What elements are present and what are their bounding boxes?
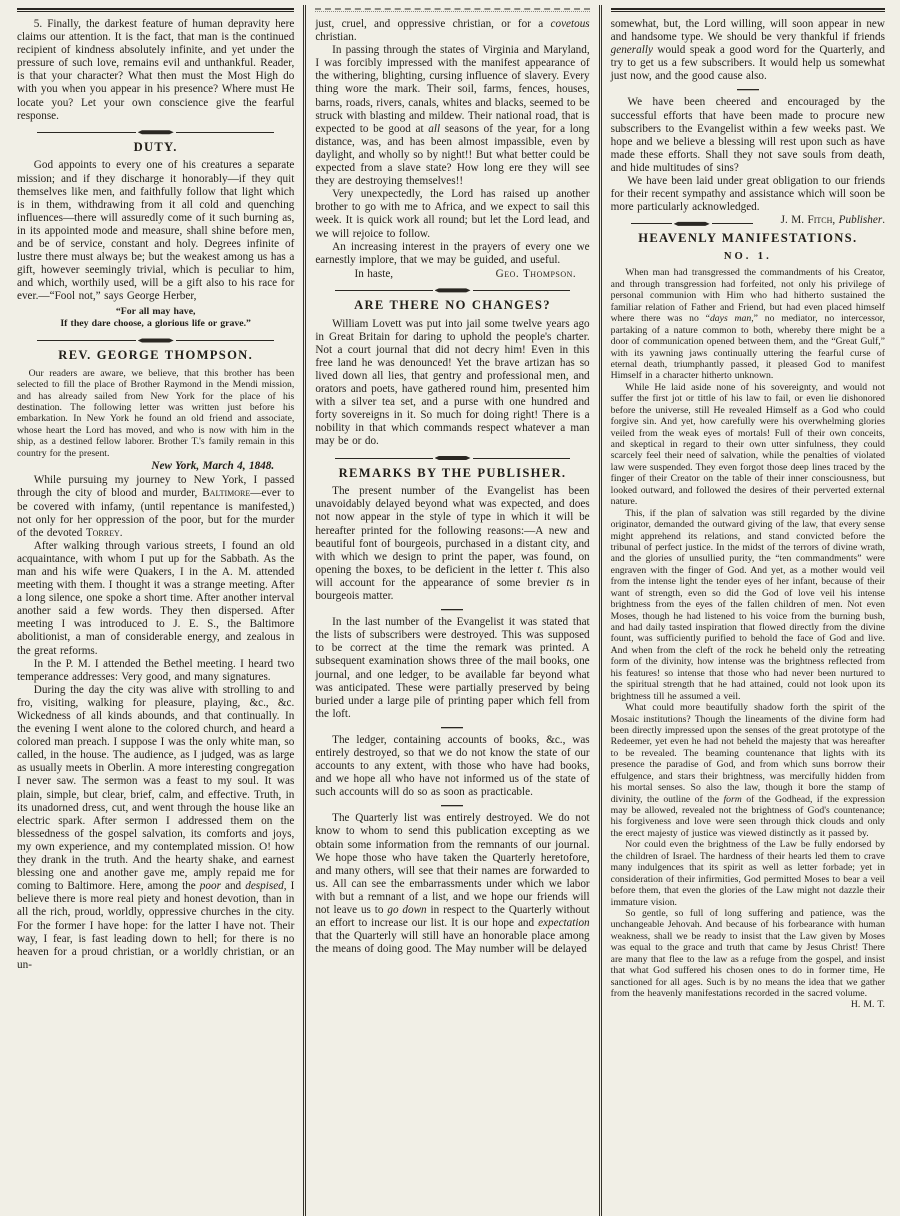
verse-line: If they dare choose, a glorious life or grave.” xyxy=(60,318,251,330)
article-paragraph: The ledger, containing accounts of books, &c., was entirely destroyed, so that we do not know the state of our accounts to any extent, with those who have had books, and we hope all who have not informed us of the state of such accounts will do so as soon as practicable. xyxy=(315,733,590,799)
diamond-ornament xyxy=(138,338,174,343)
diamond-ornament xyxy=(435,288,471,293)
column-top-rule xyxy=(611,8,885,12)
section-divider xyxy=(631,220,753,227)
article-paragraph: After walking through various streets, I found an old acquaintance, with whom I put up for the Sabbath. As the man and his wife were Quakers, I in the A. M. attended meeting with them. I thought it was a strange meeting. After a long silence, one spoke a short time. After another interval another said a few words. They then dispersed. After meeting I was introduced to J. E. S., the Baltimore abolitionist, a man of considerable energy, and zealous in the great reforms. xyxy=(17,539,295,657)
article-subheading: NO. 1. xyxy=(723,251,772,263)
article-paragraph: During the day the city was alive with strolling to and fro, visiting, walking for pleasure, playing, &c., &c. Wickedness of all kinds abounds, and that continually. In the evening I went alone to the colored church, and heard a colored man preach. I suppose I was the only white man, so called, in the house. The audience, as I judged, was as large as usually meets in Oberlin. A more interesting congregation I never saw. The sermon was a feast to my soul. It was plain, simple, but clear, brief, calm, and effective. Truth, in its unadorned dress, cut, and went through the house like an electric spark. After sermon I addressed them on the blessedness of the gospel salvation, its comforts and joys, my own experience, and my contemplated mission. O! how they drank in the truth. And the hearty shake, and earnest blessing one and another gave me, amply repaid me for coming to Baltimore. Here, among the poor and despised, I believe there is more real piety and honest devotion, than in all the rich, proud, worldly, oppressive churches in the city. For the former I have hope: for the latter I have not. Their way, I fear, is fast leading down to hell; for there is no heaven for a proud christian, or a worldly christian, or an un- xyxy=(17,683,295,971)
dash-divider xyxy=(737,89,759,91)
divider-rule xyxy=(335,458,432,459)
divider-rule xyxy=(473,290,570,291)
dateline: New York, March 4, 1848. xyxy=(151,460,275,473)
article-paragraph: God appoints to every one of his creatures a separate mission; and if they discharge it honorably—if they quit themselves like men, and faithfully follow that light which is in them, withdrawing from it all cold and quenching influences—there will assuredly come of it such burning as, in its appointed mode and measure, shall shine before men, and be of service, constant and holy. Degrees infinite of lustre there must always be; but the weakest among us has a gift, however seemingly trivial, which is peculiar to him, and which, worthily used, will be a gift also to his race for ever.—“Fool not,” says George Herber, xyxy=(17,159,295,303)
column-right xyxy=(599,5,894,1216)
article-heading: HEAVENLY MANIFESTATIONS. xyxy=(638,231,858,246)
section-divider xyxy=(335,455,569,462)
section-divider xyxy=(335,287,569,294)
article-paragraph: An increasing interest in the prayers of every one we earnestly implore, that we may be guided, and useful. xyxy=(315,240,590,266)
signature-name: H. M. T. xyxy=(850,999,885,1011)
article-paragraph: When man had transgressed the commandments of his Creator, and through transgression had forfeited, not only his privilege of personal communion with Him who had hitherto sustained the familiar relation of Father and Friend, but had even placed himself where there was no “days man,” no mediator, no intercessor, partaking of a nature common to both, whereby there might be a door of communication opened between them, and the “Great Gulf,” with its yawning jaws continually uttering the fearful curse of eternal death, triumphantly passed, it pleased God to manifest Himself in a character hitherto unknown. xyxy=(610,267,885,382)
diamond-ornament xyxy=(674,221,710,226)
article-paragraph: So gentle, so full of long suffering and patience, was the unchangeable Jehovah. And because of his forbearance with human weakness, shall we be ready to insist that the Law given by Moses was equal to the grace and truth that came by Jesus Christ! There are many that flee to the law as a refuge from the gospel, and insist that what God suffered his chosen ones to do in former time, He sanctioned for all ages. Such is by no means the idea that we gather from the heavenly manifestations recorded in the sacred volume. H. M. T. xyxy=(610,907,885,1011)
divider-rule xyxy=(712,223,753,224)
article-heading: REMARKS BY THE PUBLISHER. xyxy=(338,465,567,480)
signature-name: J. M. Fitch, Publisher. xyxy=(780,214,885,227)
column-top-rule xyxy=(315,8,589,12)
signature-name: Geo. Thompson. xyxy=(495,267,577,280)
article-paragraph: In the P. M. I attended the Bethel meeting. I heard two temperance addresses: Very good, and many signatures. xyxy=(17,657,295,683)
section-divider xyxy=(37,129,274,136)
column-middle xyxy=(303,5,598,1216)
article-paragraph: This, if the plan of salvation was still regarded by the divine originator, demanded the outward giving of the law, that every sense might apprehend its relations, and stand convicted before the tribunal of perfect justice. In the midst of the terrors of divine wrath, and the glories of unsullied purity, the “ten commandments” were engraven with the finger of God. And yet, as a mother would veil from the intense light the tender eyes of her infant, because of their want of strength, even so did the God of love veil his intense brightness from the eyes of the fallen children of men. Not even Moses, though he had listened to his voice from the burning bush, and had daily tasted inspiration that flowed directly from the divine fount, was sufficiently purified to behold the face of God and live. And when from the cleft of the rock he beheld only the retreating form of the divinity, how intense was the brightness reflected from his features! so intense that those who had never been nurtured to the spiritual strength that he had attained, could not look upon its brightness till he assumed a veil. xyxy=(610,507,885,702)
article-paragraph: 5. Finally, the darkest feature of human depravity here claims our attention. It is the fact, that man is the continued recipient of kindness absolutely infinite, and yet under the pressure of such love, remains evil and unthankful. Reader, is that your character? What then must the Most High do with you when you appear in his presence? Where must He locate you? Let your own conscience give the fearful response. xyxy=(17,18,295,122)
signature-closing: In haste, xyxy=(354,267,394,280)
divider-rule xyxy=(631,223,672,224)
article-paragraph: We have been cheered and encouraged by the successful efforts that have been made to procure new subscribers to the Evangelist within a few weeks past. We hope and we believe a blessing will rest upon such as have made these efforts. Shall they not save souls from death, and hide multitudes of sins? xyxy=(610,96,885,174)
dash-divider xyxy=(441,609,463,611)
article-paragraph: just, cruel, and oppressive christian, or for a covetous christian. xyxy=(315,18,590,44)
divider-rule xyxy=(473,458,570,459)
diamond-ornament xyxy=(435,456,471,461)
article-paragraph: In passing through the states of Virginia and Maryland, I was forcibly impressed with the manifest appearance of the withering, blighting, cursing influence of slavery. Every thing wore the mark. Their soil, farms, fences, houses, barns, roads, rivers, canals, whites and blacks, seemed to be struck with blasting and mildew. Their national road, that is expected to be good at all seasons of the year, for a long distance, was, and has been almost impassible, even by daylight, and wholly so by night!! But what better could be expected from a slave state? How long ere they will see they are destroying themselves!! xyxy=(315,44,590,188)
divider-rule xyxy=(335,290,432,291)
article-paragraph: While pursuing my journey to New York, I passed through the city of blood and murder, Baltimore—ever to be covered with infamy, (until repentance is manifested,) not only for her oppression of the poor, but for the murder of the devoted Torrey. xyxy=(17,474,295,539)
article-heading: REV. GEORGE THOMPSON. xyxy=(58,347,254,362)
article-paragraph: somewhat, but, the Lord willing, will soon appear in new and handsome type. We should be very thankful if friends generally would speak a good word for the Quarterly, and try to get us a few subscribers. It would help us somewhat just now, and the good cause also. xyxy=(610,18,885,83)
signature-line xyxy=(315,268,589,281)
article-paragraph: Very unexpectedly, the Lord has raised up another brother to go with me to Africa, and we expect to sail this week. It is quick work all round; but let the Lord lead, and we will rejoice to follow. xyxy=(315,188,590,240)
section-divider xyxy=(37,337,274,344)
dash-divider xyxy=(441,805,463,807)
article-heading: DUTY. xyxy=(133,139,178,154)
article-paragraph: The Quarterly list was entirely destroyed. We do not know to whom to send this publication excepting as we obtain some information from the remnants of our journal. We hope those who have taken the Quarterly heretofore, and many others, will see that their names are forwarded to us. All can see the embarrassments under which we labor with but a remnant of a list, and we hope our friends will not leave us to go down in respect to the Quarterly without an effort to increase our list. It is our hope and expectation that the Quarterly will still have an honorable place among the means of doing good. The May number will be delayed xyxy=(315,812,590,956)
article-paragraph: The present number of the Evangelist has been unavoidably delayed beyond what was expected, and does not now appear in the style of type in which it will be hereafter printed for the following reasons:—A new and beautiful font of bourgeois, purchased in a distant city, and with which we design to print the paper, was found, on opening the boxes, to be deficient in the letter t. This also will account for the appearance of some brevier ts in bourgeois matter. xyxy=(315,485,590,603)
editorial-note: Our readers are aware, we believe, that this brother has been selected to fill the place of Brother Raymond in the Mendi mission, and has already sailed from New York for the place of his destination. The following letter was written just before his embarkation. In New York he found an old friend and associate, whose heart the Lord has moved, and who is now with him in the ship, as a destined fellow laborer. Brother T.'s family remain in this country for the present. xyxy=(17,367,295,459)
article-paragraph: William Lovett was put into jail some twelve years ago in Great Britain for daring to uphold the people's charter. Not a court journal that did not decry him! Even in this free land he was denounced! Yet the brave artizan has so lived down all lies, that gentry and professional men, and orators and poets, have gathered round him, presented him with a silver tea set, and a purse with one hundred and forty sovereigns in it. So much for doing right! There is a nobility in that which commands respect whatever a man may be or do. xyxy=(315,317,590,448)
divider-rule xyxy=(176,132,275,133)
divider-rule xyxy=(37,340,136,341)
article-paragraph: While He laid aside none of his sovereignty, and would not suffer the first jot or tittle of his law to fail, or even lie dishonored before the universe, still He revealed Himself as a God who could forgive sin. And yet, how carefully were his overwhelming glories veiled from the weak eyes of mortals! Full of their own conceits, and skeptical in regard to their own utter sinfulness, they could scarcely feel their need of salvation, while the penalties of violated law were suspended. They even forgot those deep lines traced by the finger of their Creator on the table of their inner consciousness, but looked outward, and followed the desires of their perverted external nature. xyxy=(610,381,885,508)
verse-quote xyxy=(17,306,294,331)
divider-rule xyxy=(37,132,136,133)
article-paragraph: In the last number of the Evangelist it was stated that the lists of subscribers were destroyed. This was supposed to be correct at the time the remark was printed. A subsequent examination shows three of the mail books, one journal, and one ledger, to be available far beyond what was anticipated. These were partially preserved by being buried under a large pile of printing paper which fell from the loft. xyxy=(315,616,590,720)
column-left xyxy=(8,5,303,1216)
column-top-rule xyxy=(17,8,294,12)
article-paragraph: What could more beautifully shadow forth the spirit of the Mosaic institutions? Though the lineaments of the divine form had been directly impressed upon the senses of the great prototype of the Redeemer, yet even he had not beheld the majesty that was hereafter to be revealed. The beaming countenance that lights with its presence the paradise of God, and from which suns borrow their effulgence, and stars their brightness, was mercifully hidden from his mortal senses. So also the law, though it bore the stamp of divinity, the outline of the form of the Godhead, if the expression may be allowed, revealed not the brightness of God's countenance; his forgiveness and love were seen through thick clouds and only the erect majesty of justice was viewed distinctly as it passed by. xyxy=(610,702,885,839)
verse-line: “For all may have, xyxy=(115,305,196,317)
article-paragraph: Nor could even the brightness of the Law be fully endorsed by the children of Israel. The hardness of their hearts led them to crave many indulgences that its spirit as well as letter forbade; yet in consideration of their infirmities, God permitted Moses to bear a veil before them, that even the glories of the Law might not dazzle their immature vision. xyxy=(610,839,885,908)
dash-divider xyxy=(441,727,463,729)
divider-rule xyxy=(176,340,275,341)
diamond-ornament xyxy=(138,130,174,135)
article-heading: ARE THERE NO CHANGES? xyxy=(354,297,551,312)
article-paragraph: We have been laid under great obligation to our friends for their recent sympathy and assistance which will soon be more particularly acknowledged. J. M. Fitch, Publisher. xyxy=(610,175,885,227)
